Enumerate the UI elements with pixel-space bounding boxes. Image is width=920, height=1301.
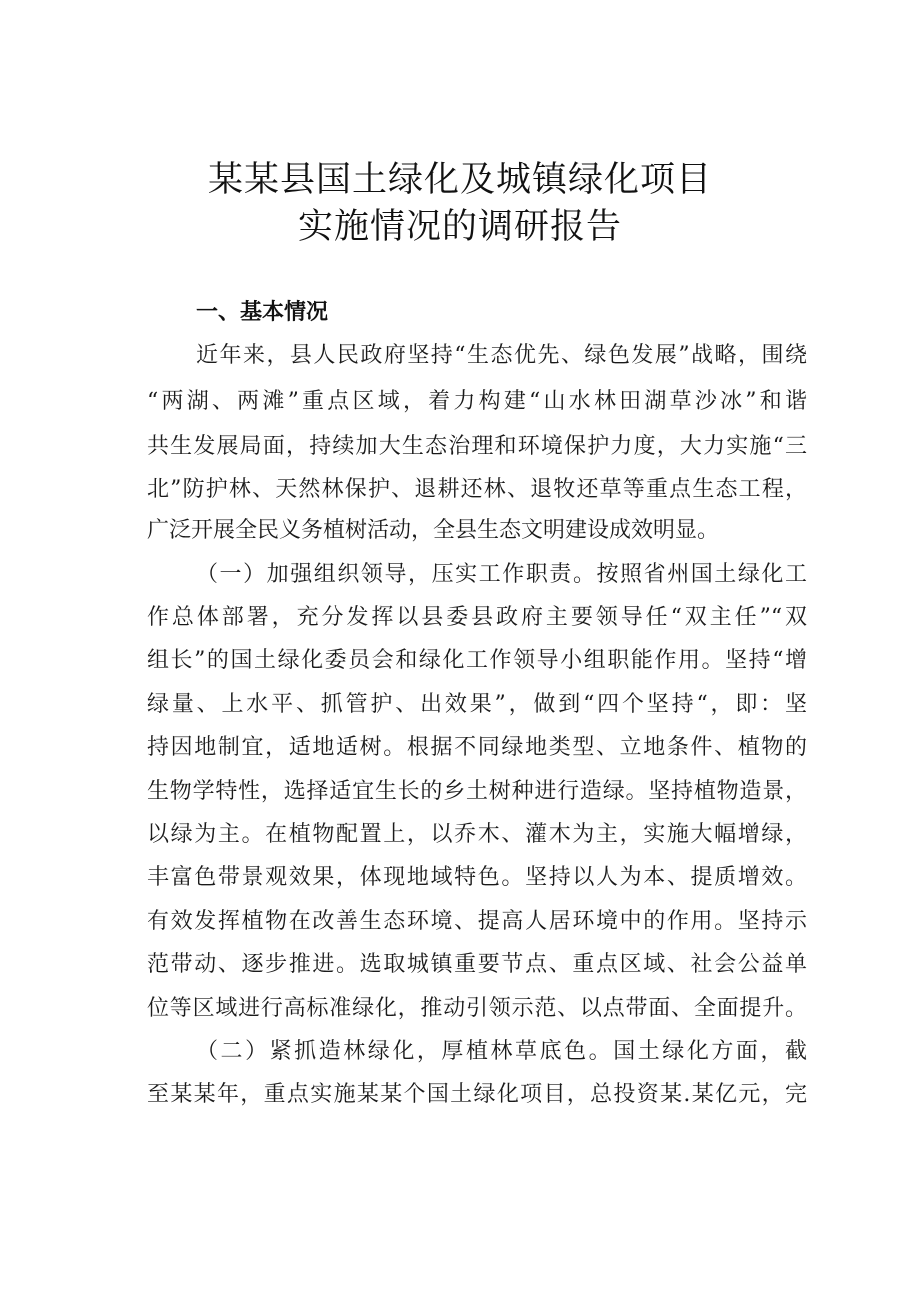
- paragraph-1-line: 北”防护林、天然林保护、退耕还林、退牧还草等重点生态工程，: [147, 477, 807, 502]
- paragraph-2-line: 以绿为主。在植物配置上，以乔木、灌木为主，实施大幅增绿，: [147, 822, 807, 847]
- paragraph-2-line: 生物学特性，选择适宜生长的乡土树种进行造绿。坚持植物造景，: [147, 779, 807, 804]
- paragraph-2-line: 组长”的国土绿化委员会和绿化工作领导小组职能作用。坚持“增: [147, 648, 807, 673]
- paragraph-1-line: “两湖、两滩”重点区域，着力构建“山水林田湖草沙冰”和谐: [147, 389, 807, 414]
- paragraph-2-line: 位等区域进行高标准绿化，推动引领示范、以点带面、全面提升。: [147, 996, 807, 1021]
- paragraph-1-line: 共生发展局面，持续加大生态治理和环境保护力度，大力实施“三: [147, 434, 807, 459]
- document-title-line-2: 实施情况的调研报告: [297, 207, 622, 247]
- paragraph-2-line: 有效发挥植物在改善生态环境、提高人居环境中的作用。坚持示: [147, 909, 807, 934]
- paragraph-2-line: 持因地制宜，适地适树。根据不同绿地类型、立地条件、植物的: [147, 735, 807, 760]
- paragraph-2-line: 丰富色带景观效果，体现地域特色。坚持以人为本、提质增效。: [147, 865, 807, 890]
- paragraph-3-line: （二）紧抓造林绿化，厚植林草底色。国土绿化方面，截: [196, 1039, 807, 1064]
- section-heading: 一、基本情况: [196, 300, 329, 325]
- paragraph-1-line: 广泛开展全民义务植树活动，全县生态文明建设成效明显。: [147, 518, 720, 543]
- paragraph-2-line: 作总体部署，充分发挥以县委县政府主要领导任“双主任”“双: [147, 605, 807, 630]
- paragraph-2-line: 绿量、上水平、抓管护、出效果”，做到“四个坚持“，即：坚: [147, 692, 807, 717]
- paragraph-2-line: （一）加强组织领导，压实工作职责。按照省州国土绿化工: [196, 562, 807, 587]
- paragraph-3-line: 至某某年，重点实施某某个国土绿化项目，总投资某.某亿元，完: [147, 1082, 807, 1107]
- paragraph-2-line: 范带动、逐步推进。选取城镇重要节点、重点区域、社会公益单: [147, 952, 807, 977]
- paragraph-1-line: 近年来，县人民政府坚持“生态优先、绿色发展”战略，围绕: [196, 343, 807, 368]
- document-title-line-1: 某某县国土绿化及城镇绿化项目: [207, 160, 712, 200]
